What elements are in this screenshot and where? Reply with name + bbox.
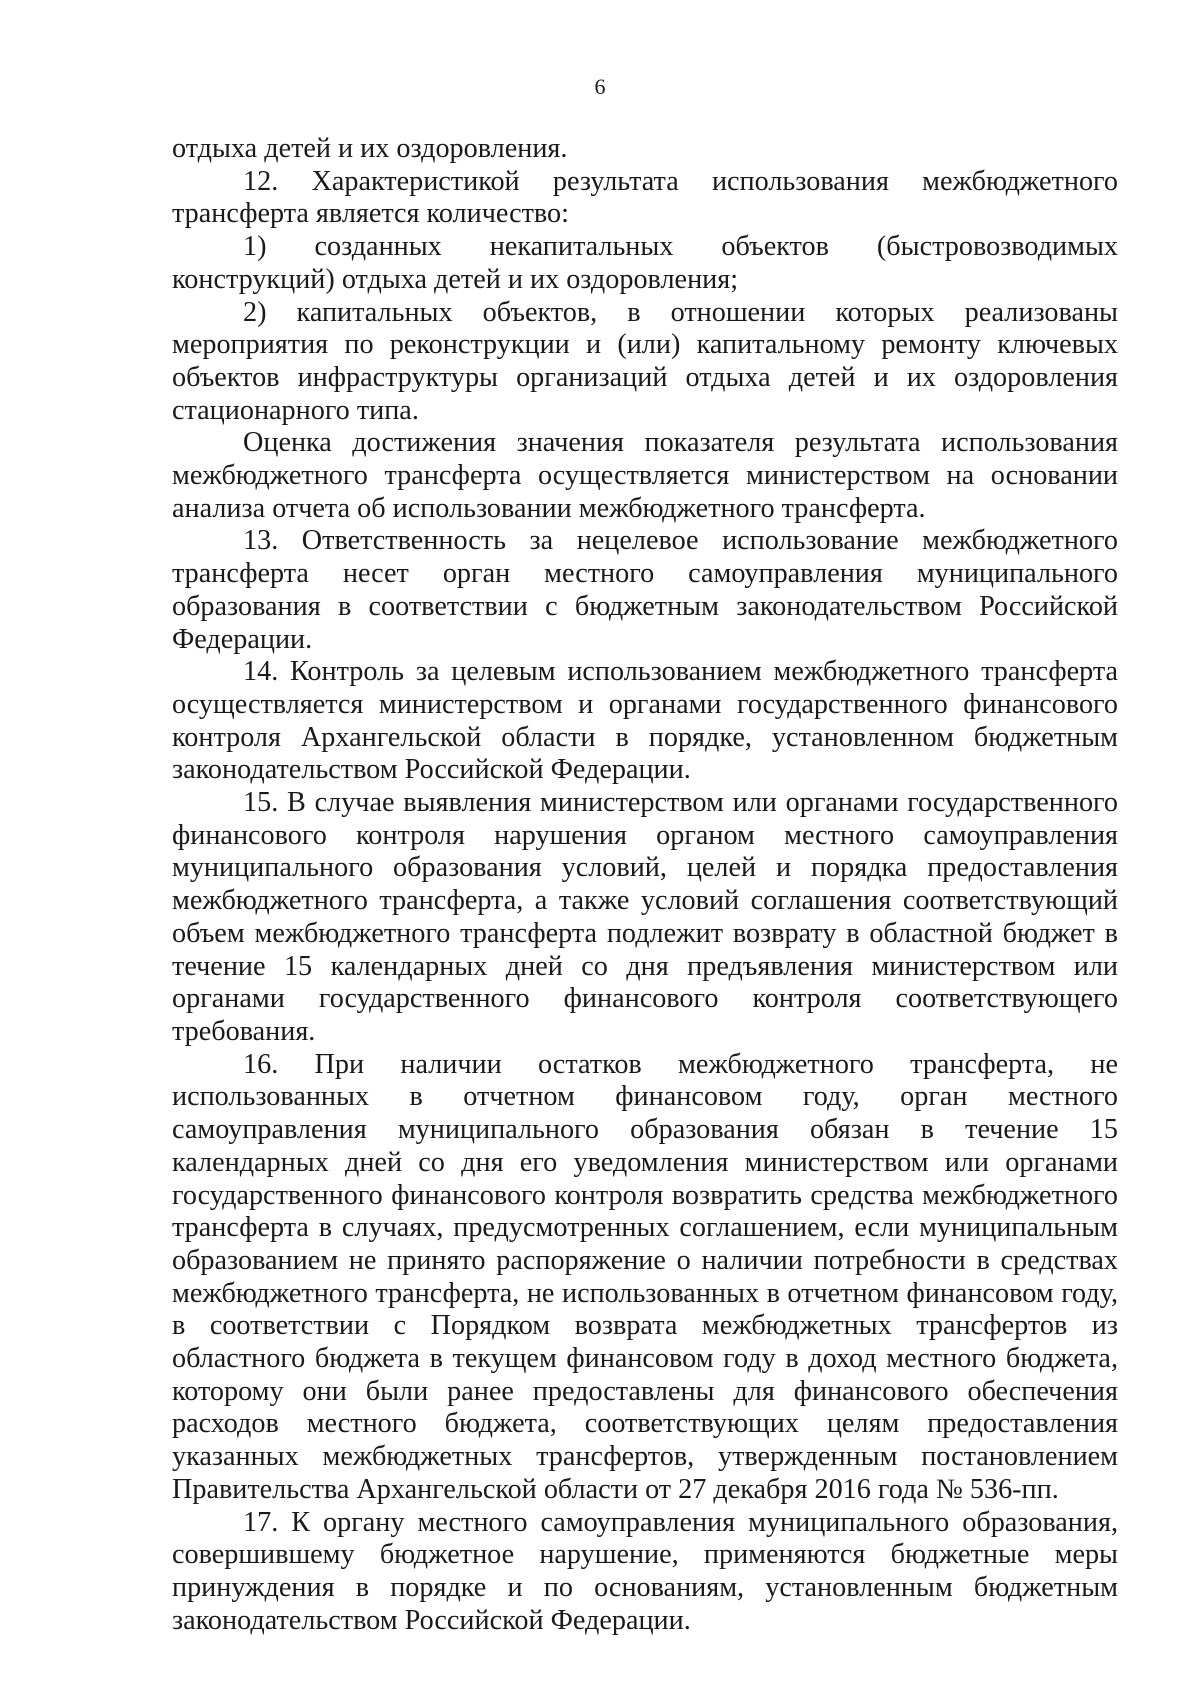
paragraph-item-13: 13. Ответственность за нецелевое использование межбюджетного трансферта несет орган местного самоуправления муниципального образования в соответствии с бюджетным законодательством Российской Федерации.	[172, 525, 1118, 655]
paragraph-item-14: 14. Контроль за целевым использованием межбюджетного трансферта осуществляется министерством и органами государственного финансового контроля Архангельской области в порядке, установленном бюджетным законодательством Российской Федерации.	[172, 656, 1118, 786]
paragraph-subitem-1: 1) созданных некапитальных объектов (быстровозводимых конструкций) отдыха детей и их оздоровления;	[172, 231, 1118, 295]
paragraph-continuation: отдыха детей и их оздоровления.	[172, 133, 568, 164]
document-body	[172, 133, 1118, 1637]
paragraph-subitem-2: 2) капитальных объектов, в отношении которых реализованы мероприятия по реконструкции и (или) капитальному ремонту ключевых объектов инфраструктуры организаций отдыха детей и их оздоровления стационарного типа.	[172, 296, 1118, 426]
paragraph-item-17: 17. К органу местного самоуправления муниципального образования, совершившему бюджетное нарушение, применяются бюджетные меры принуждения в порядке и по основаниям, установленным бюджетным законодательством Российской Федерации.	[172, 1506, 1118, 1636]
paragraph-item-12: 12. Характеристикой результата использования межбюджетного трансферта является количество:	[172, 165, 1118, 230]
paragraph-assessment: Оценка достижения значения показателя результата использования межбюджетного трансферта осуществляется министерством на основании анализа отчета об использовании межбюджетного трансферта.	[172, 427, 1118, 524]
paragraph-item-16: 16. При наличии остатков межбюджетного трансферта, не использованных в отчетном финансовом году, орган местного самоуправления муниципального образования обязан в течение 15 календарных дней со дня его уведомления министерством или органами государственного финансового контроля возвратить средства межбюджетного трансферта в случаях, предусмотренных соглашением, если муниципальным образованием не принято распоряжение о наличии потребности в средствах межбюджетного трансферта, не использованных в отчетном финансовом году, в соответствии с Порядком возврата межбюджетных трансфертов из областного бюджета в текущем финансовом году в доход местного бюджета, которому они были ранее предоставлены для финансового обеспечения расходов местного бюджета, соответствующих целям предоставления указанных межбюджетных трансфертов, утвержденным постановлением Правительства Архангельской области от 27 декабря 2016 года № 536-пп.	[172, 1048, 1118, 1505]
paragraph-item-15: 15. В случае выявления министерством или органами государственного финансового контроля нарушения органом местного самоуправления муниципального образования условий, целей и порядка предоставления межбюджетного трансферта, а также условий соглашения соответствующий объем межбюджетного трансферта подлежит возврату в областной бюджет в течение 15 календарных дней со дня предъявления министерством или органами государственного финансового контроля соответствующего требования.	[172, 787, 1118, 1047]
page-number: 6	[594, 74, 606, 99]
